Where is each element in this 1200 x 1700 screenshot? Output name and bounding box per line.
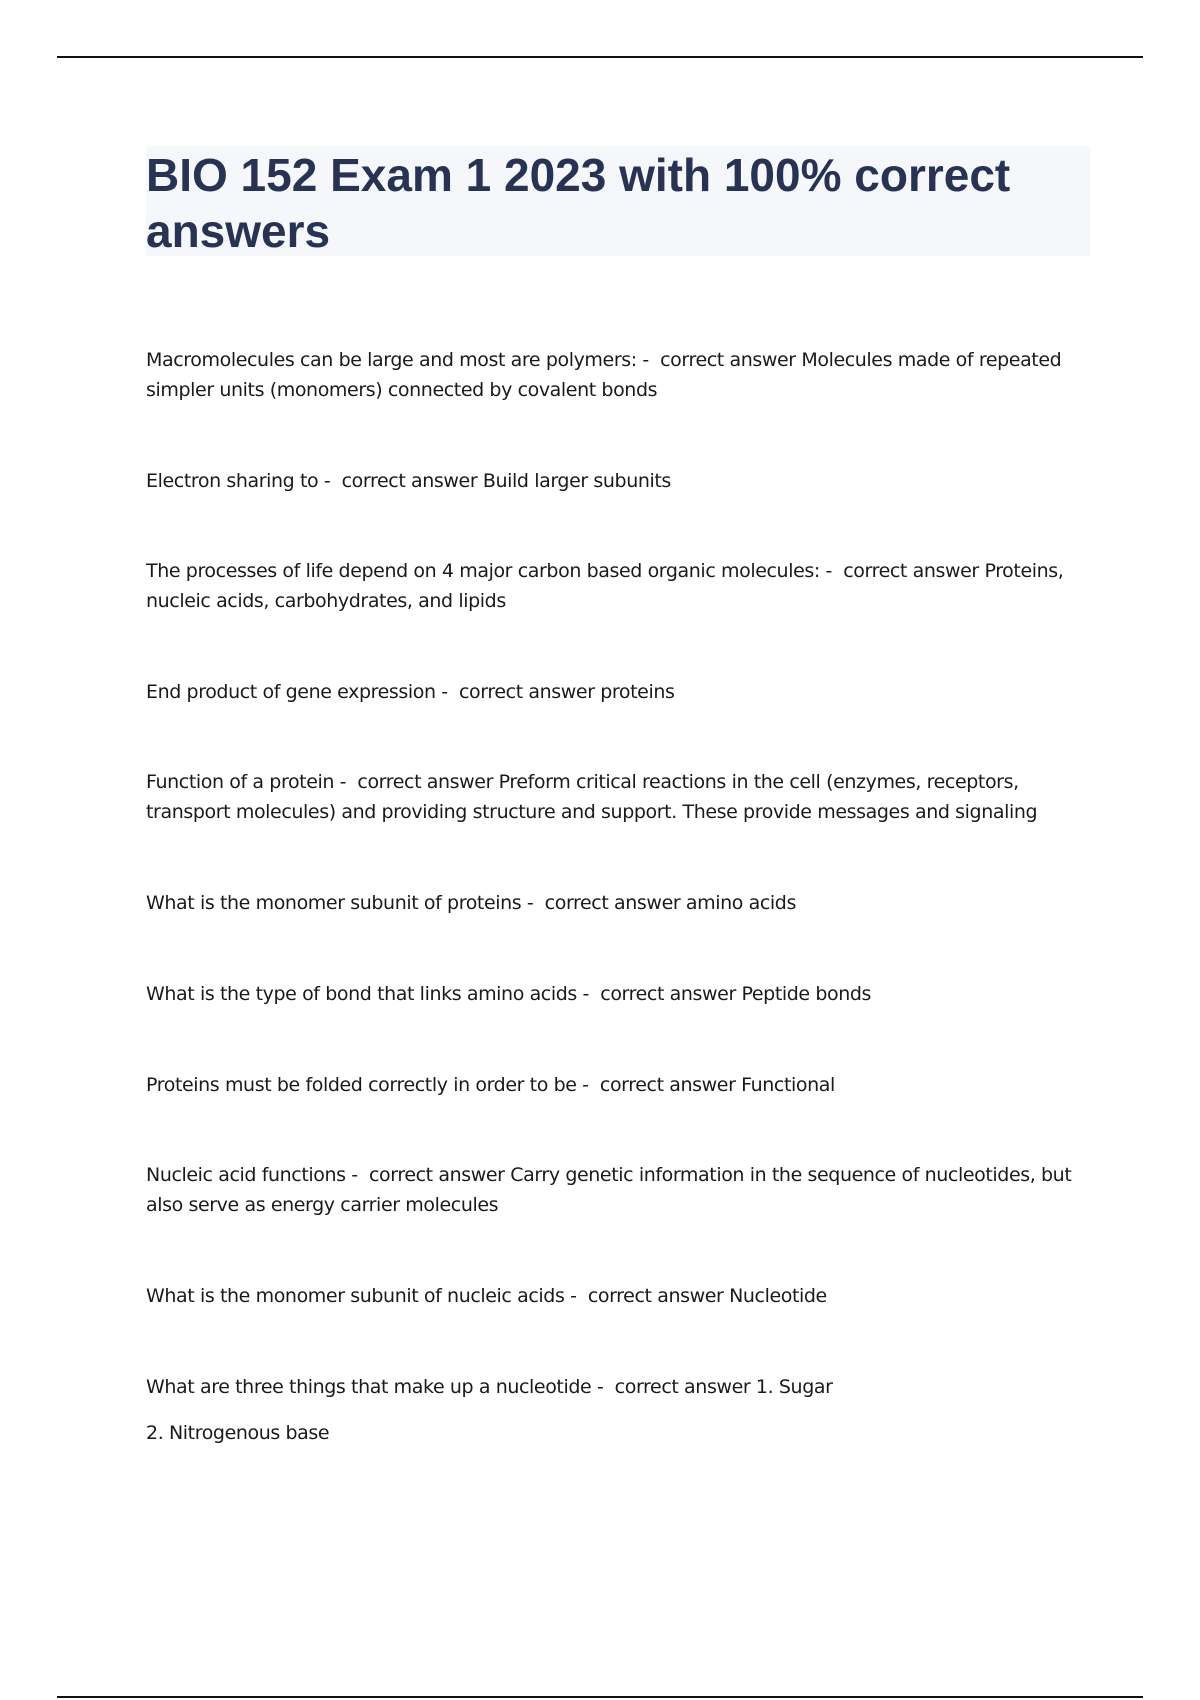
- qa-item: [146, 1281, 1076, 1311]
- qa-item: [146, 1372, 1076, 1402]
- top-rule: [57, 56, 1143, 58]
- answer-text: Nucleotide: [729, 1285, 827, 1307]
- answer-text: Functional: [741, 1074, 835, 1096]
- question-text: The processes of life depend on 4 major carbon based organic molecules:: [146, 560, 820, 582]
- answer-continuation: 2. Nitrogenous base: [146, 1422, 330, 1444]
- answer-separator: - correct answer: [521, 892, 686, 914]
- question-text: What is the type of bond that links amino acids: [146, 983, 577, 1005]
- question-text: Nucleic acid functions: [146, 1164, 346, 1186]
- answer-text: proteins: [600, 681, 675, 703]
- answer-separator: - correct answer: [435, 681, 601, 703]
- question-text: What is the monomer subunit of nucleic acids: [146, 1285, 565, 1307]
- answer-text: amino acids: [685, 892, 796, 914]
- question-text: What are three things that make up a nucleotide: [146, 1376, 592, 1398]
- answer-text: Build larger subunits: [482, 470, 671, 492]
- question-text: Macromolecules can be large and most are polymers:: [146, 349, 637, 371]
- answer-text: Molecules made of repeated simpler units (monomers) connected by covalent bonds: [146, 349, 1062, 401]
- answer-separator: - correct answer: [636, 349, 802, 371]
- answer-text: Peptide bonds: [741, 983, 872, 1005]
- answer-separator: - correct answer: [576, 1074, 742, 1096]
- answer-separator: - correct answer: [564, 1285, 730, 1307]
- question-text: Proteins must be folded correctly in order to be: [146, 1074, 577, 1096]
- question-text: Electron sharing to: [146, 470, 319, 492]
- qa-item: [146, 1160, 1076, 1220]
- qa-item: [146, 556, 1076, 616]
- answer-separator: - correct answer: [345, 1164, 511, 1186]
- answer-separator: - correct answer: [576, 983, 742, 1005]
- question-text: Function of a protein: [146, 771, 335, 793]
- document-title: BIO 152 Exam 1 2023 with 100% correct answers: [146, 149, 1011, 257]
- answer-text: 1. Sugar: [755, 1376, 833, 1398]
- answer-separator: - correct answer: [334, 771, 499, 793]
- qa-item: [146, 345, 1076, 405]
- question-text: What is the monomer subunit of proteins: [146, 892, 522, 914]
- answer-separator: - correct answer: [819, 560, 985, 582]
- answer-text: Preform critical reactions in the cell (enzymes, receptors, transport molecules) and providing structure and support. These provide messages and signaling: [146, 771, 1038, 823]
- bottom-rule: [57, 1696, 1143, 1698]
- qa-item: [146, 466, 1076, 496]
- question-text: End product of gene expression: [146, 681, 436, 703]
- qa-item: [146, 888, 1076, 918]
- qa-item: [146, 979, 1076, 1009]
- answer-text: Proteins, nucleic acids, carbohydrates, and lipids: [146, 560, 1064, 612]
- title-block: [146, 146, 1090, 256]
- qa-item: [146, 767, 1076, 827]
- answer-separator: - correct answer: [318, 470, 483, 492]
- answer-separator: - correct answer: [591, 1376, 756, 1398]
- qa-item: [146, 1070, 1076, 1100]
- qa-item: [146, 677, 1076, 707]
- answer-text: Carry genetic information in the sequence of nucleotides, but also serve as energy carrier molecules: [146, 1164, 1072, 1216]
